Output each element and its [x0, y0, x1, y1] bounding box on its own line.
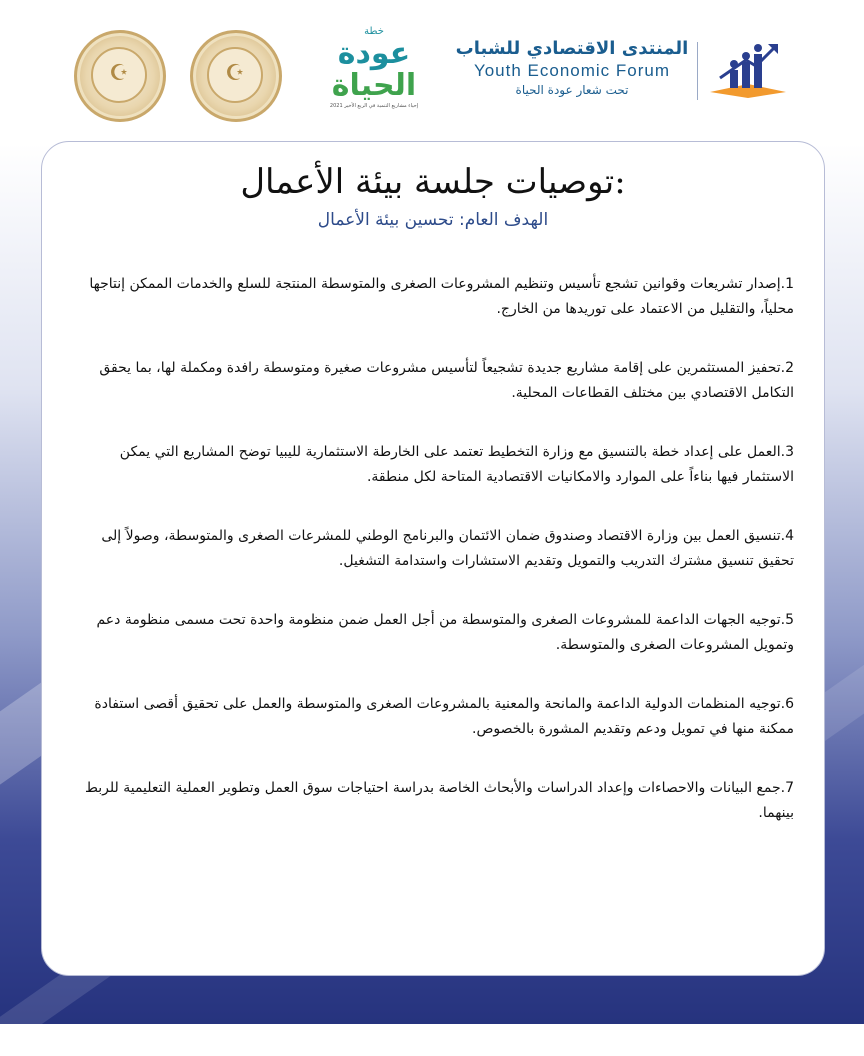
forum-name-en: Youth Economic Forum — [473, 61, 671, 80]
list-item: 6.توجيه المنظمات الدولية الداعمة والمانحة والمعنية بالمشروعات الصغرى والمتوسطة والعمل على تحقيق أقصى استفادة ممكنة منها في تمويل ودعم وتقديم المشورة بالخصوص. — [94, 696, 794, 737]
plan-logo-word1: عودة — [337, 36, 411, 71]
list-item: 4.تنسيق العمل بين وزارة الاقتصاد وصندوق ضمان الائتمان والبرنامج الوطني للمشرعات الصغرى والمتوسطة، وصولاً إلى تحقيق تنسيق مشترك التدريب والتمويل وتقديم الاستشارات واستدامة التشغيل. — [101, 528, 794, 569]
list-item: 3.العمل على إعداد خطة بالتنسيق مع وزارة التخطيط تعتمد على الخارطة الاستثمارية لليبيا توضح المشاريع التي يمكن الاستثمار فيها بناءاً على الموارد والامكانيات الاقتصادية المتاحة لكل منطقة. — [119, 444, 794, 485]
logo-divider — [697, 42, 698, 100]
page-subtitle: الهدف العام: تحسين بيئة الأعمال — [317, 210, 549, 230]
plan-logo-small: خطة — [364, 26, 384, 37]
plan-logo-tagline: إحياء مشاريع التنمية في الربع الأخير 2021 — [329, 103, 419, 109]
crescent-star-seal-icon: ☪ — [74, 30, 166, 122]
list-item: 1.إصدار تشريعات وقوانين تشجع تأسيس وتنظيم المشروعات الصغرى والمتوسطة المنتجة للسلع والخدمات الممكن إنتاجها محلياً، والتقليل من الاعتماد على توريدها من الخارج. — [89, 276, 794, 317]
recommendations-card — [41, 141, 825, 976]
plan-logo-word2: الحياة — [331, 68, 417, 103]
forum-logo-text — [452, 38, 692, 98]
list-item: 7.جمع البيانات والاحصاءات وإعداد الدراسات والأبحاث الخاصة بدراسة احتياجات سوق العمل وتطوير العملية التعليمية للربط بينهما. — [84, 780, 794, 821]
forum-name-ar: المنتدى الاقتصادي للشباب — [455, 38, 689, 59]
page-title: توصيات جلسة بيئة الأعمال: — [240, 162, 626, 202]
list-item: 2.تحفيز المستثمرين على إقامة مشاريع جديدة تشجيعاً لتأسيس مشروعات صغيرة ومتوسطة رافدة ومكملة لها، بما يحقق التكامل الاقتصادي بين مختلف القطاعات المحلية. — [99, 360, 794, 401]
bar-chart-arrow-icon — [706, 40, 790, 100]
list-item: 5.توجيه الجهات الداعمة للمشروعات الصغرى والمتوسطة من أجل العمل ضمن منظومة واحدة تحت مسمى منظومة دعم وتمويل المشروعات الصغرى والمتوسطة. — [96, 612, 794, 653]
forum-tagline: تحت شعار عودة الحياة — [515, 83, 629, 97]
recommendations-list — [82, 272, 794, 860]
header — [0, 0, 864, 140]
plan-logo — [318, 26, 430, 122]
crescent-star-seal-icon: ☪ — [190, 30, 282, 122]
